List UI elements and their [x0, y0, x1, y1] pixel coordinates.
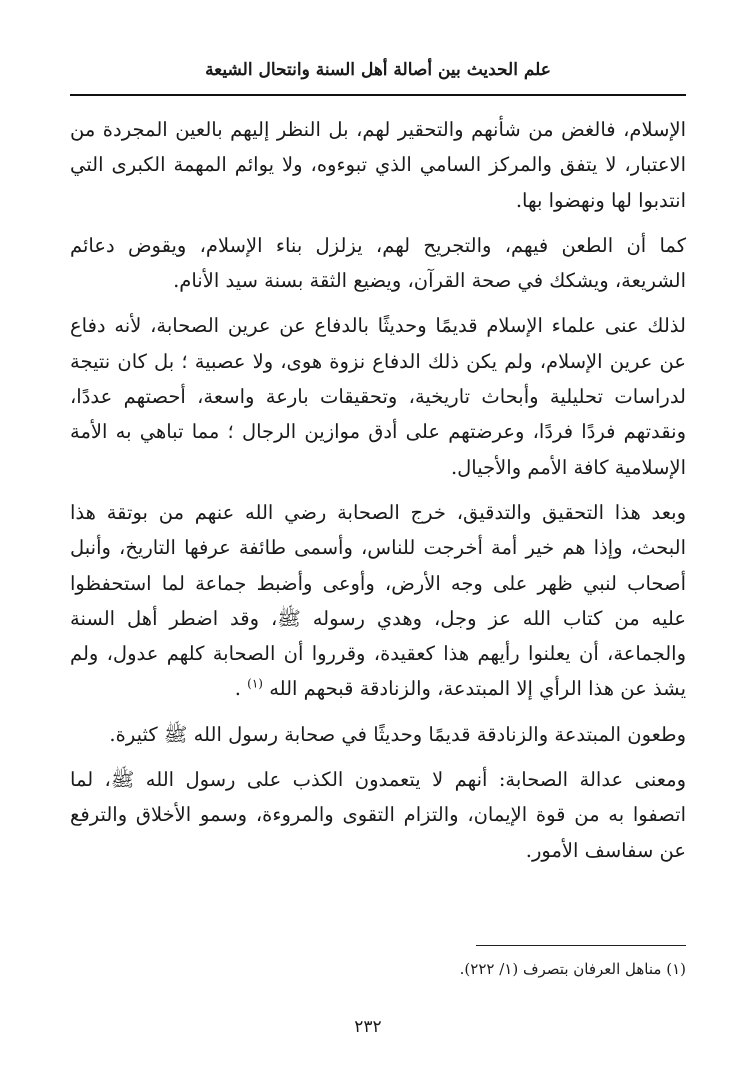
footnote-reference[interactable]: (١) [247, 676, 263, 691]
header-rule [70, 94, 686, 96]
paragraph-4-text: وبعد هذا التحقيق والتدقيق، خرج الصحابة رضي الله عنهم من بوتقة هذا البحث، وإذا هم خير أمة أخرجت للناس، وأسمى طائفة عرفها التاريخ، وأنبل أصحاب لنبي ظهر على وجه الأرض، وأوعى وأضبط جماعة لما استحفظوا عليه من كتاب الله عز وجل، وهدي رسوله ﷺ، وقد اضطر أهل السنة والجماعة، أن يعلنوا رأيهم هذا كعقيدة، وقرروا أن الصحابة كلهم عدول، ولم يشذ عن هذا الرأي إلا المبتدعة، والزنادقة قبحهم الله [70, 500, 686, 701]
body-text [70, 112, 686, 878]
page-number: ٢٣٢ [354, 1017, 382, 1037]
paragraph-5: وطعون المبتدعة والزنادقة قديمًا وحديثًا في صحابة رسول الله ﷺ كثيرة. [109, 722, 686, 746]
running-header: علم الحديث بين أصالة أهل السنة وانتحال الشيعة [205, 60, 551, 80]
paragraph-6: ومعنى عدالة الصحابة: أنهم لا يتعمدون الكذب على رسول الله ﷺ، لما اتصفوا به من قوة الإيمان، والتزام التقوى والمروءة، وسمو الأخلاق والترفع عن سفاسف الأمور. [70, 768, 686, 862]
footnote-rule [476, 945, 686, 946]
footnote: (١) مناهل العرفان بتصرف (١/ ٢٢٢). [459, 960, 686, 978]
paragraph-4 [70, 495, 686, 707]
paragraph-3: لذلك عنى علماء الإسلام قديمًا وحديثًا بالدفاع عن عرين الصحابة، لأنه دفاع عن عرين الإسلام، ولم يكن ذلك الدفاع نزوة هوى، ولا عصبية ؛ بل كان نتيجة لدراسات تحليلية وأبحاث تاريخية، وتحقيقات بارعة واسعة، أحصتهم عددًا، ونقدتهم فردًا فردًا، وعرضتهم على أدق موازين الرجال ؛ مما تباهي به الأمة الإسلامية كافة الأمم والأجيال. [70, 314, 686, 479]
paragraph-4-end: . [234, 677, 241, 701]
paragraph-2: كما أن الطعن فيهم، والتجريح لهم، يزلزل بناء الإسلام، ويقوض دعائم الشريعة، ويشكك في صحة القرآن، ويضيع الثقة بسنة سيد الأنام. [70, 233, 686, 293]
paragraph-1: الإسلام، فالغض من شأنهم والتحقير لهم، بل النظر إليهم بالعين المجردة من الاعتبار، لا يتفق والمركز السامي الذي تبوءوه، ولا يوائم المهمة الكبرى التي انتدبوا لها ونهضوا بها. [70, 118, 686, 212]
